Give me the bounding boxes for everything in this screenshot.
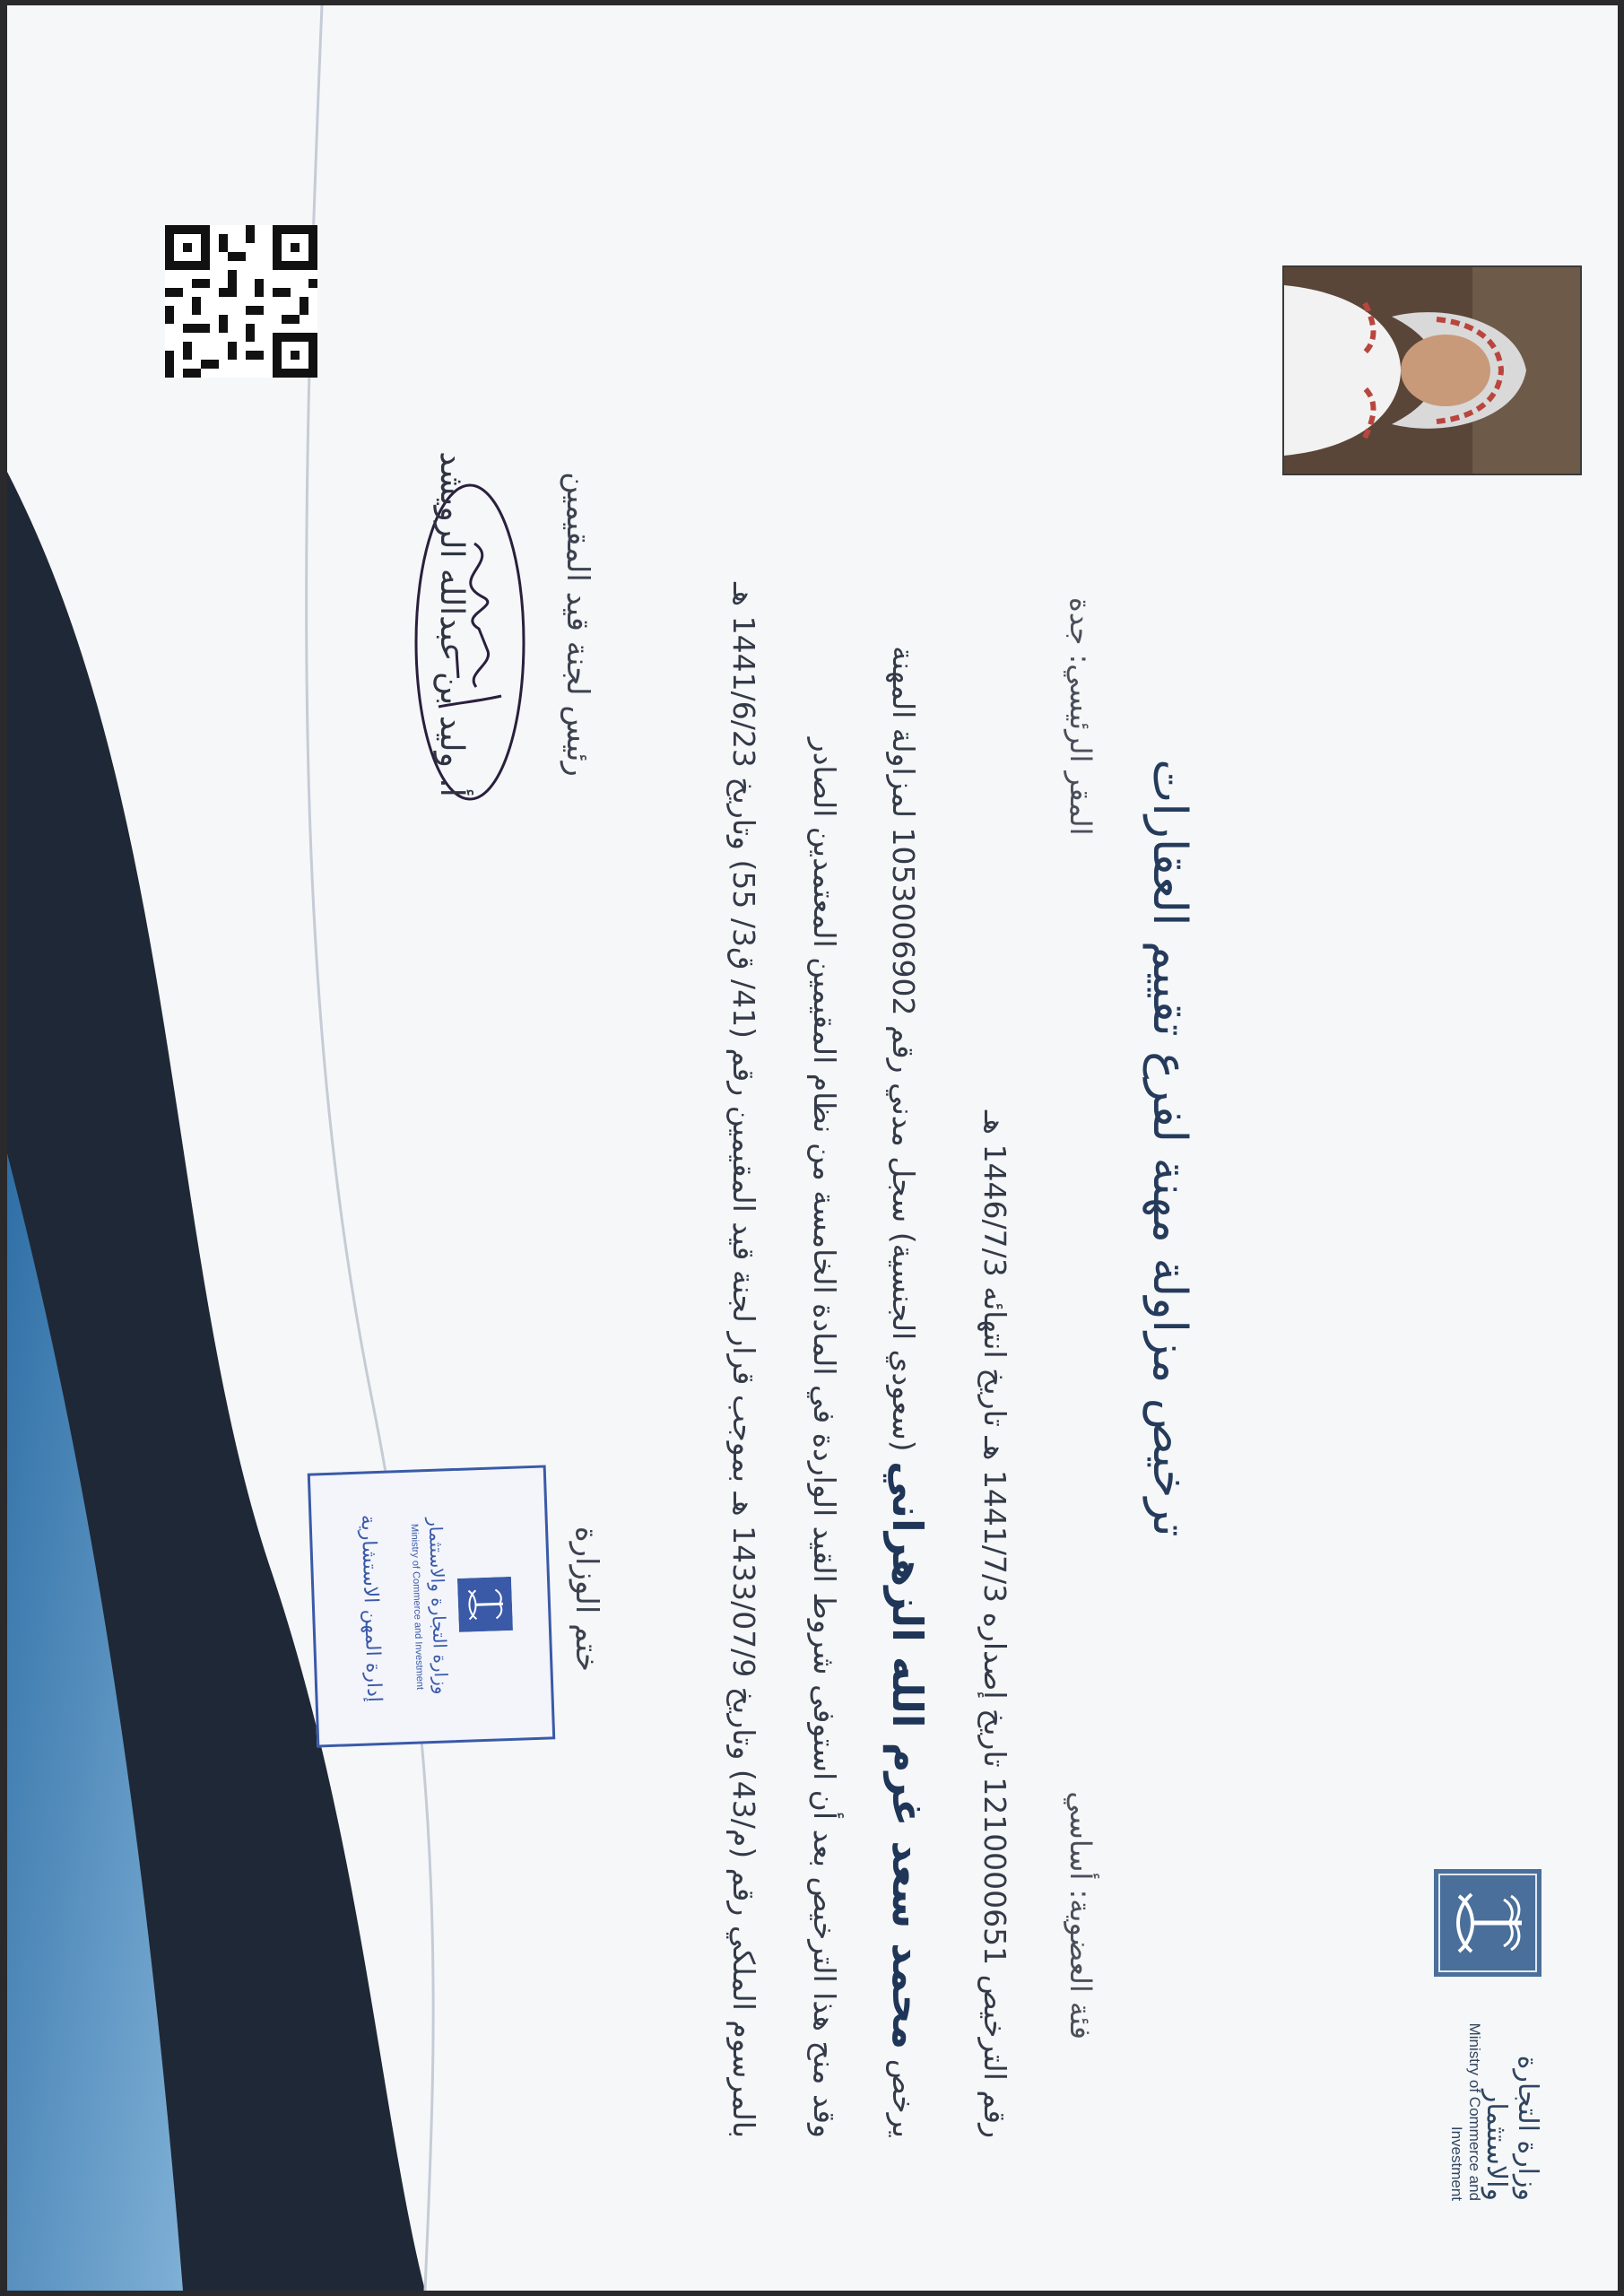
signatory-title: رئيس لجنة قيد المقيمين [560,472,595,777]
qr-code [165,225,317,378]
membership-category: فئة العضوية: أساسي [1064,1791,1098,2039]
holder-name: محمد سعد غرم الله الزهراني [883,1461,932,2050]
saudi-emblem-icon [1434,1869,1541,1977]
headquarters: المقر الرئيسي: جدة [1064,597,1098,836]
stamp-ministry-en: Ministry of Commerce and Investment [408,1523,426,1691]
certificate [7,5,1618,2291]
license-prefix: يرخص [886,2058,921,2138]
stamp-ministry-ar: وزارة التجارة والاستثمار [424,1517,453,1695]
ministry-stamp [308,1465,556,1747]
stamp-department: إدارة المهن الاستشارية [356,1514,386,1703]
ministry-name-en: Ministry of Commerce and Investment [1448,2022,1483,2201]
license-decree-line: بالمرسوم الملكي رقم (م/43) وتاريخ 1433/07/9 هـ بموجب قرار لجنة قيد المقيمين رقم (41/ ق3/ 55) وتاريخ 1441/6/23 هـ [726,582,761,2138]
license-conditions-line: وقد منح هذا الترخيص بعد أن استوفى شروط القيد الواردة في المادة الخامسة من نظام المقيمين المعتمدين الصادر [807,737,842,2138]
holder-photo [1282,265,1582,475]
signatory-name: أ. وليد بن عبدالله الرويشد [433,451,470,797]
license-holder-details: (سعودي الجنسية) سجل مدني رقم 1053006902 لمزاولة المهنة [886,646,921,1452]
stamp-label: ختم الوزارة [569,1526,604,1672]
certificate-page [7,5,1618,2291]
license-number-line: رقم الترخيص 1210000651 تاريخ إصداره 1441/7/3 هـ تاريخ انتهائه 1446/7/3 هـ [977,1110,1012,2138]
handwritten-signature [385,472,555,813]
stamp-emblem-icon [457,1577,513,1632]
license-holder-line [883,255,932,2138]
certificate-title: ترخيص مزاولة مهنة لفرع تقييم العقارات [1142,759,1196,1537]
ministry-logo [1344,1860,1568,2201]
ministry-name-ar: وزارة التجارة والاستثمار [1481,2055,1543,2201]
